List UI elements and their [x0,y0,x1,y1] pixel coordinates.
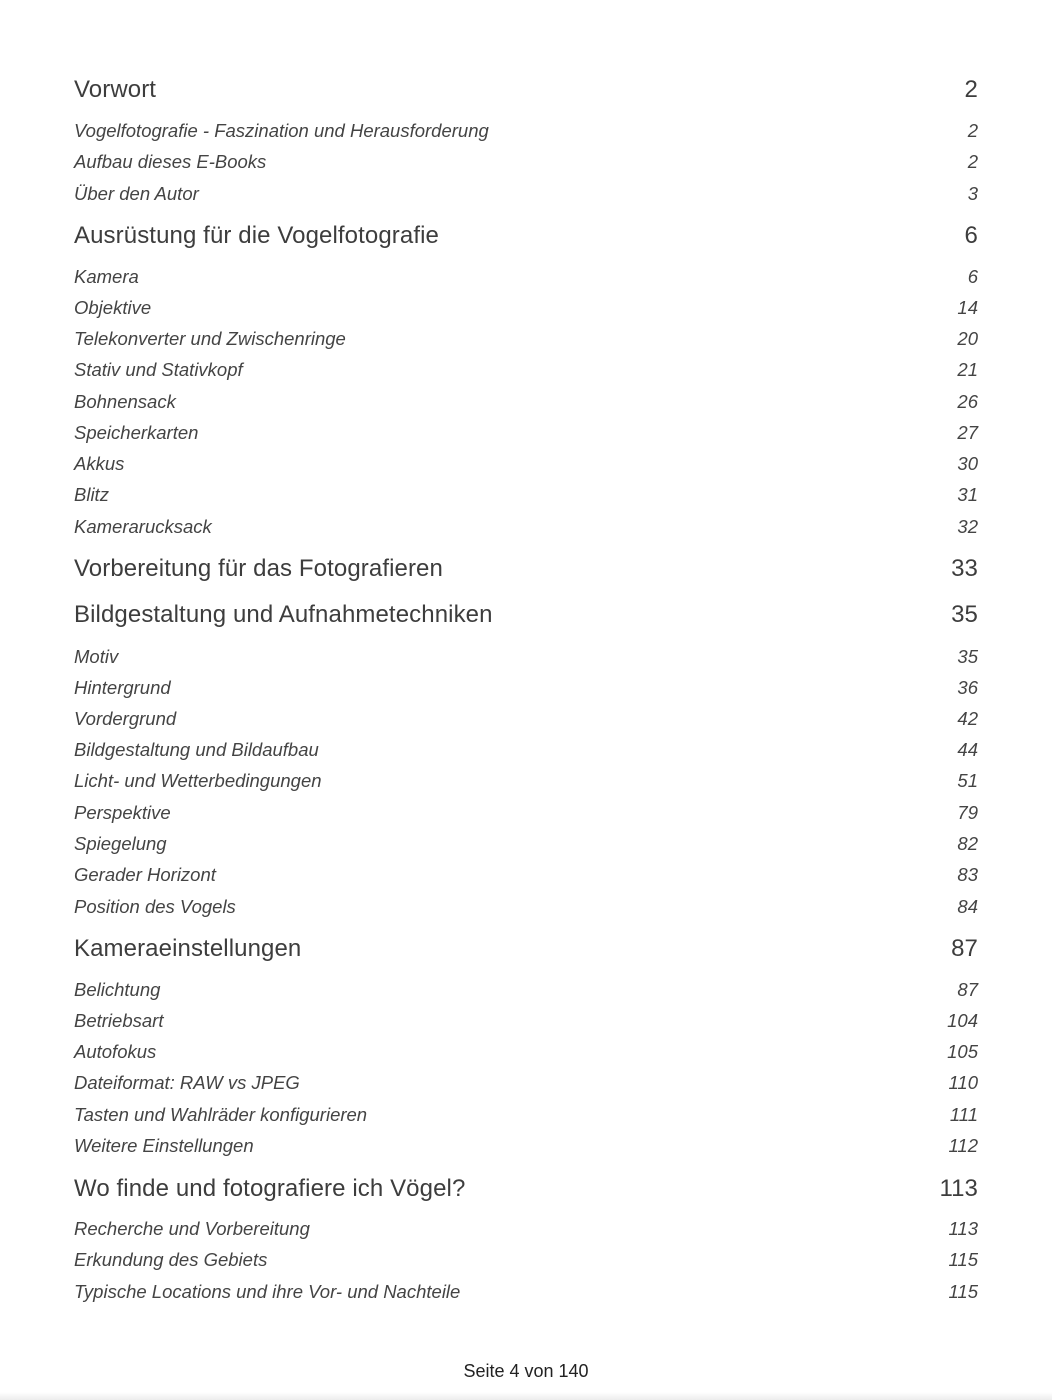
toc-entry-title: Licht- und Wetterbedingungen [74,770,322,791]
toc-entry-page-number: 104 [947,1010,978,1031]
toc-chapter-entry[interactable] [74,76,978,104]
toc-entry-page-number: 31 [957,484,978,505]
toc-section-entry[interactable] [74,979,978,1001]
toc-entry-page-number: 6 [964,222,978,249]
toc-entry-page-number: 82 [957,833,978,854]
toc-entry-page-number: 2 [967,120,978,141]
toc-section-entry[interactable] [74,864,978,886]
toc-section-entry[interactable] [74,739,978,761]
toc-entry-title: Wo finde und fotografiere ich Vögel? [74,1175,466,1202]
toc-entry-title: Gerader Horizont [74,864,216,885]
toc-section-entry[interactable] [74,1010,978,1032]
toc-entry-title: Blitz [74,484,109,505]
toc-chapter-entry[interactable] [74,1175,978,1203]
toc-entry-title: Ausrüstung für die Vogelfotografie [74,222,439,249]
toc-entry-title: Perspektive [74,802,171,823]
toc-entry-title: Weitere Einstellungen [74,1135,254,1156]
toc-entry-title: Vorbereitung für das Fotografieren [74,555,443,582]
toc-entry-page-number: 42 [957,708,978,729]
toc-entry-page-number: 35 [951,601,978,628]
toc-entry-title: Stativ und Stativkopf [74,359,243,380]
toc-entry-title: Motiv [74,646,119,667]
toc-section-entry[interactable] [74,708,978,730]
toc-section-entry[interactable] [74,802,978,824]
toc-section-entry[interactable] [74,1072,978,1094]
toc-entry-title: Typische Locations und ihre Vor- und Nachteile [74,1281,461,1302]
toc-entry-title: Hintergrund [74,677,171,698]
toc-entry-page-number: 35 [957,646,978,667]
toc-entry-title: Kamerarucksack [74,516,212,537]
toc-entry-page-number: 115 [948,1249,978,1270]
toc-entry-page-number: 44 [957,739,978,760]
toc-section-entry[interactable] [74,391,978,413]
toc-entry-page-number: 87 [957,979,978,1000]
toc-entry-title: Kamera [74,266,139,287]
toc-chapter-entry[interactable] [74,601,978,629]
toc-entry-title: Dateiformat: RAW vs JPEG [74,1072,300,1093]
toc-entry-page-number: 26 [957,391,978,412]
toc-entry-page-number: 6 [967,266,978,287]
toc-entry-page-number: 84 [957,896,978,917]
toc-entry-title: Bildgestaltung und Bildaufbau [74,739,319,760]
toc-entry-page-number: 2 [967,151,978,172]
toc-entry-title: Vogelfotografie - Faszination und Herausforderung [74,120,489,141]
toc-entry-page-number: 112 [948,1135,978,1156]
toc-entry-page-number: 105 [947,1041,978,1062]
toc-entry-page-number: 110 [948,1072,978,1093]
toc-entry-page-number: 113 [939,1175,978,1202]
toc-section-entry[interactable] [74,896,978,918]
toc-chapter-entry[interactable] [74,555,978,583]
toc-entry-title: Speicherkarten [74,422,199,443]
toc-entry-page-number: 32 [957,516,978,537]
toc-section-entry[interactable] [74,151,978,173]
toc-section-entry[interactable] [74,1041,978,1063]
toc-section-entry[interactable] [74,1218,978,1240]
toc-section-entry[interactable] [74,422,978,444]
toc-section-entry[interactable] [74,770,978,792]
toc-section-entry[interactable] [74,677,978,699]
toc-entry-page-number: 51 [957,770,978,791]
toc-chapter-entry[interactable] [74,222,978,250]
toc-entry-page-number: 2 [964,76,978,103]
toc-section-entry[interactable] [74,1249,978,1271]
toc-entry-page-number: 83 [957,864,978,885]
toc-entry-page-number: 33 [951,555,978,582]
toc-entry-title: Autofokus [74,1041,157,1062]
toc-section-entry[interactable] [74,833,978,855]
toc-entry-page-number: 113 [948,1218,978,1239]
toc-section-entry[interactable] [74,453,978,475]
toc-entry-title: Tasten und Wahlräder konfigurieren [74,1104,368,1125]
toc-section-entry[interactable] [74,516,978,538]
toc-entry-page-number: 21 [957,359,978,380]
toc-entry-title: Betriebsart [74,1010,164,1031]
toc-section-entry[interactable] [74,266,978,288]
toc-section-entry[interactable] [74,183,978,205]
toc-entry-page-number: 36 [957,677,978,698]
toc-chapter-entry[interactable] [74,935,978,963]
toc-entry-title: Vordergrund [74,708,177,729]
toc-section-entry[interactable] [74,1104,978,1126]
toc-entry-page-number: 111 [949,1104,978,1125]
toc-entry-page-number: 30 [957,453,978,474]
toc-entry-page-number: 115 [948,1281,978,1302]
toc-entry-title: Position des Vogels [74,896,236,917]
toc-entry-page-number: 87 [951,935,978,962]
page-bottom-edge [0,1392,1052,1400]
toc-entry-page-number: 14 [957,297,978,318]
page-indicator: Seite 4 von 140 [463,1361,589,1381]
toc-entry-title: Erkundung des Gebiets [74,1249,268,1270]
toc-entry-page-number: 27 [957,422,978,443]
toc-entry-title: Vorwort [74,76,157,103]
toc-entry-title: Aufbau dieses E-Books [74,151,267,172]
toc-section-entry[interactable] [74,328,978,350]
toc-entry-title: Akkus [74,453,125,474]
toc-entry-page-number: 79 [957,802,978,823]
toc-section-entry[interactable] [74,120,978,142]
toc-entry-title: Bohnensack [74,391,176,412]
toc-section-entry[interactable] [74,359,978,381]
toc-entry-title: Telekonverter und Zwischenringe [74,328,346,349]
toc-entry-title: Kameraeinstellungen [74,935,302,962]
toc-entry-page-number: 20 [957,328,978,349]
toc-entry-page-number: 3 [967,183,978,204]
toc-section-entry[interactable] [74,297,978,319]
toc-section-entry[interactable] [74,646,978,668]
toc-section-entry[interactable] [74,484,978,506]
toc-section-entry[interactable] [74,1135,978,1157]
toc-entry-title: Bildgestaltung und Aufnahmetechniken [74,601,493,628]
toc-entry-title: Spiegelung [74,833,167,854]
toc-entry-title: Über den Autor [74,183,199,204]
toc-section-entry[interactable] [74,1281,978,1303]
toc-entry-title: Belichtung [74,979,161,1000]
toc-entry-title: Objektive [74,297,152,318]
toc-entry-title: Recherche und Vorbereitung [74,1218,310,1239]
